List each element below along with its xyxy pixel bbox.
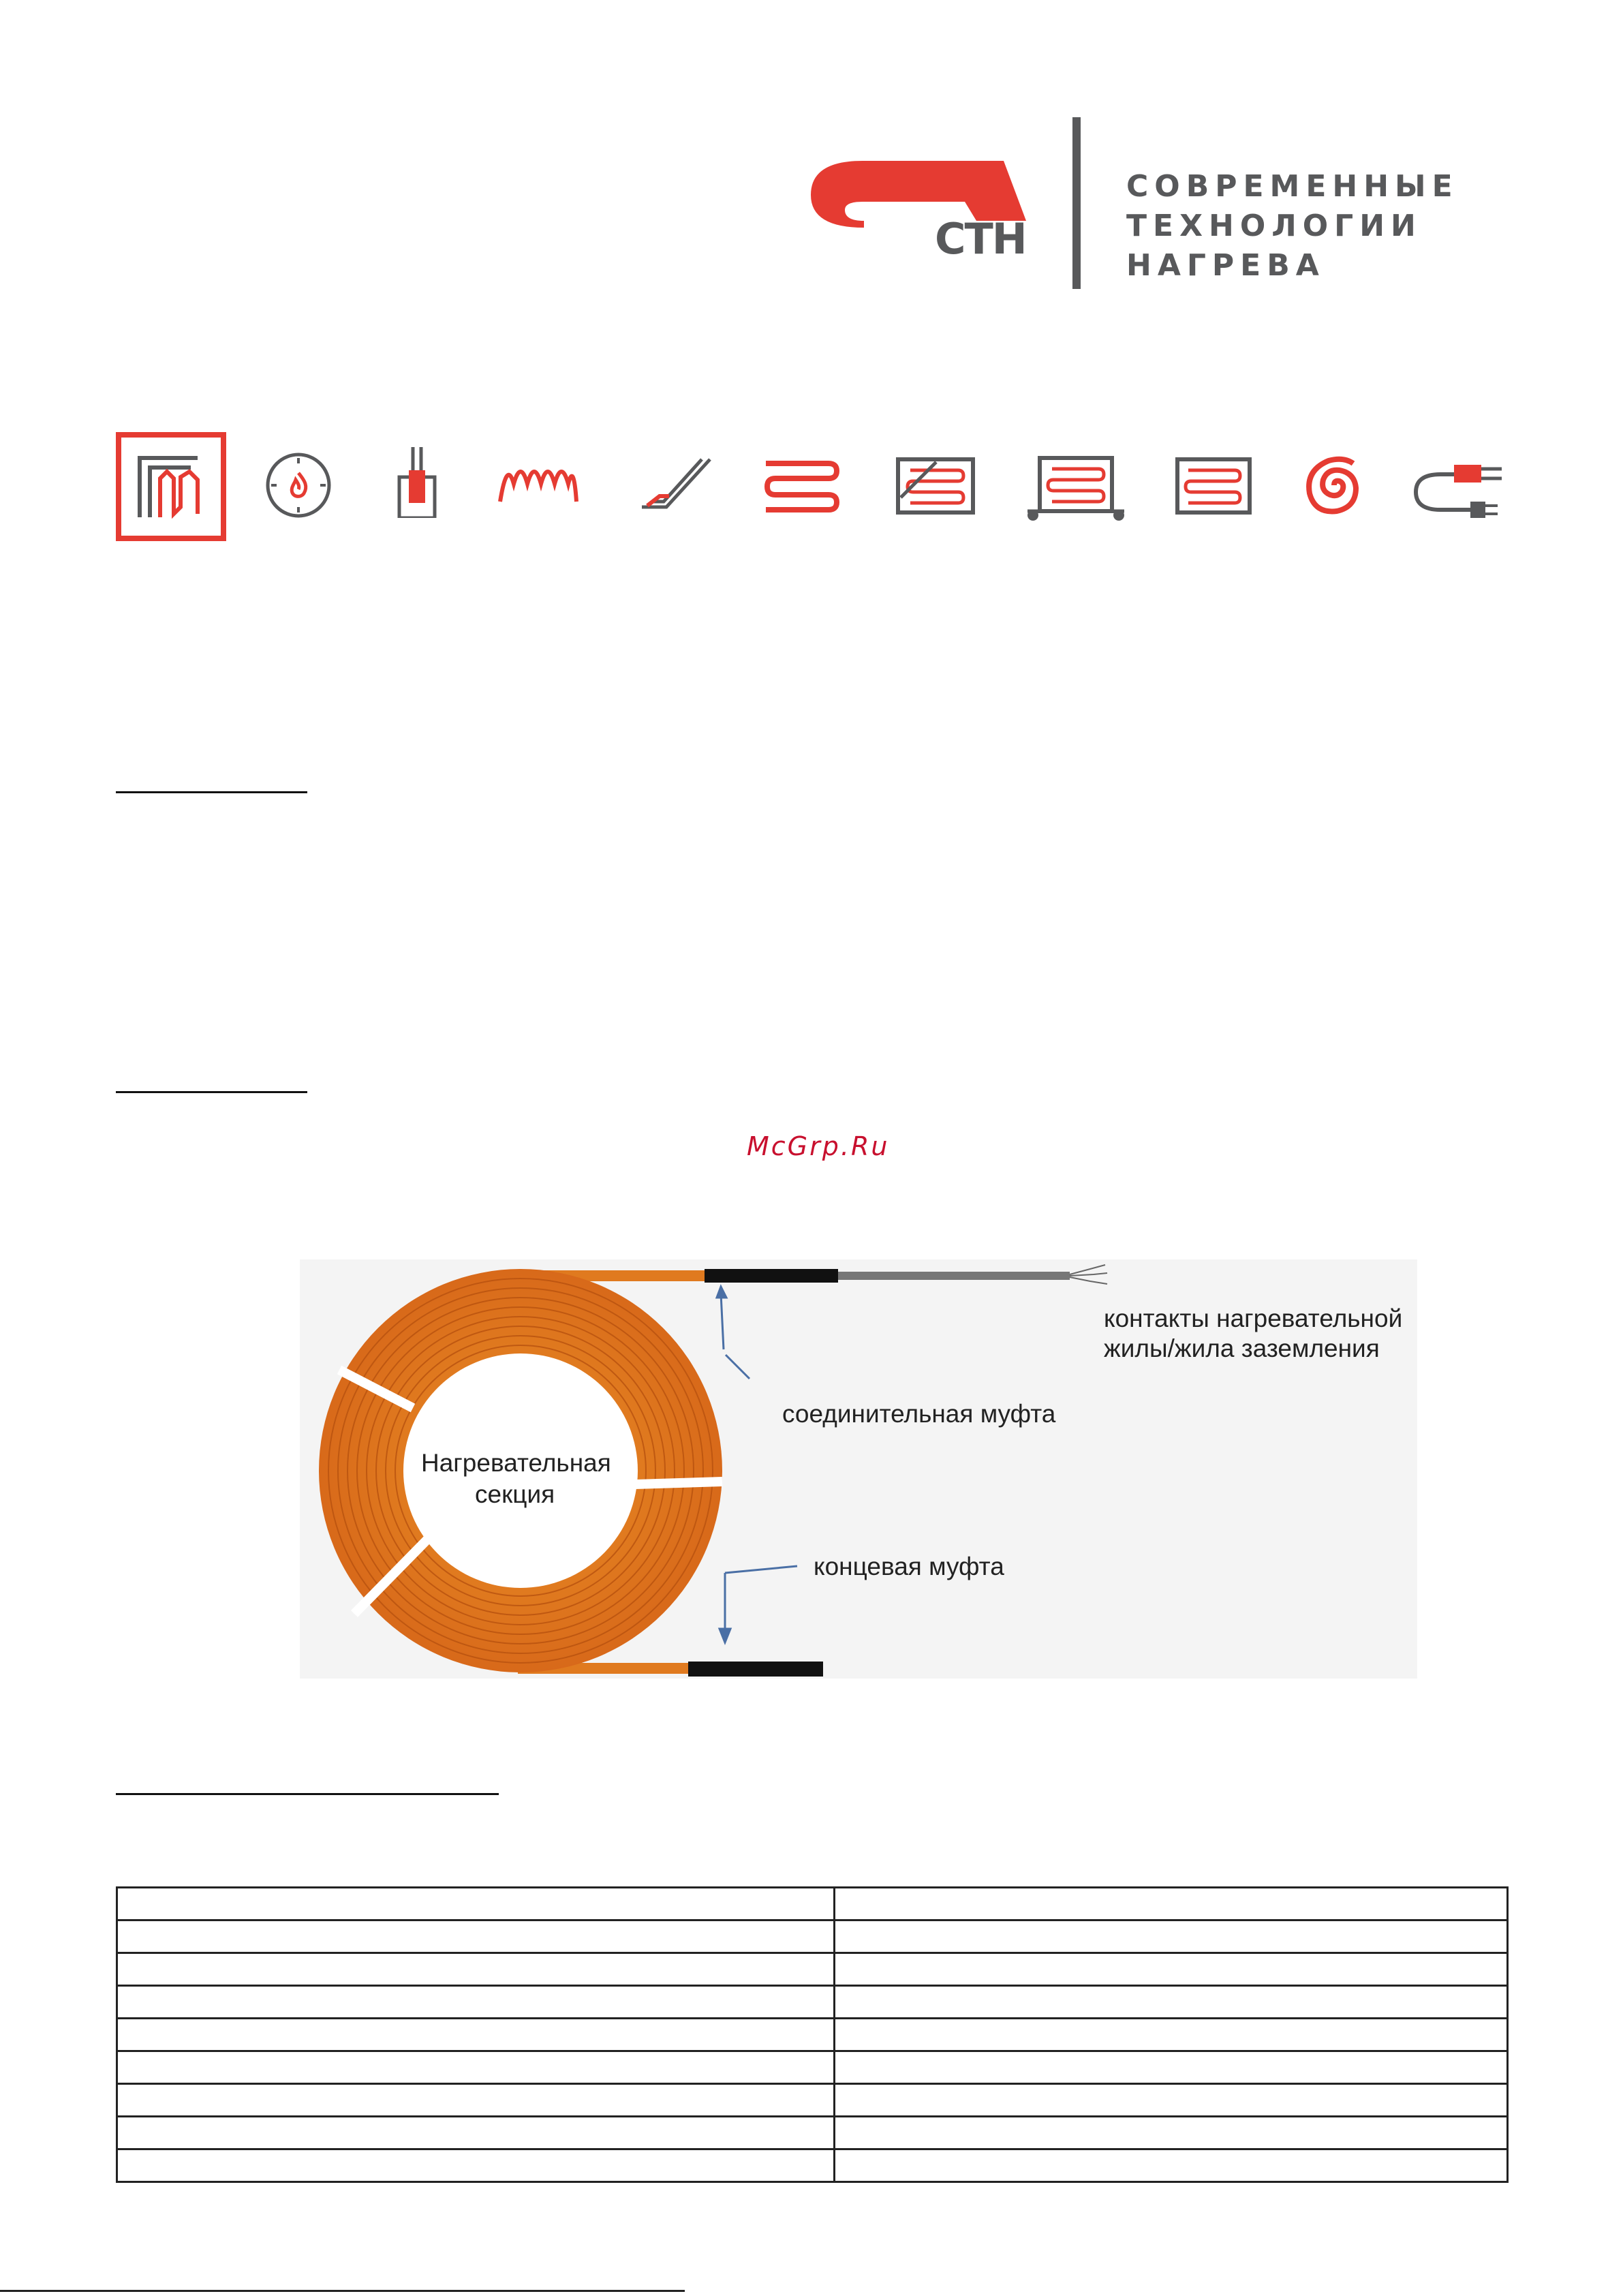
table-row	[117, 1888, 1508, 1920]
arrow-connecting	[721, 1294, 724, 1349]
table-cell	[835, 2051, 1508, 2084]
table-cell	[835, 2084, 1508, 2117]
label-contacts-line-2: жилы/жила заземления	[1104, 1334, 1380, 1362]
table-cell	[835, 2019, 1508, 2051]
table-row	[117, 2019, 1508, 2051]
label-contacts-line-1: контакты нагревательной	[1104, 1304, 1403, 1332]
center-label-line-2: секция	[475, 1480, 555, 1508]
footnote-separator	[0, 2290, 685, 2292]
spiral-cable-icon	[1303, 453, 1365, 518]
crossed-frame-heating-icon	[895, 457, 976, 515]
end-coupling	[688, 1662, 823, 1677]
pipe-heating-icon	[116, 432, 226, 541]
heating-section-diagram	[300, 1259, 1417, 1679]
table-cell	[835, 2149, 1508, 2182]
table-cell	[117, 1920, 835, 1953]
table-cell	[835, 1986, 1508, 2019]
table-cell	[117, 2149, 835, 2182]
table-cell	[835, 1888, 1508, 1920]
logo-divider	[1072, 117, 1081, 289]
table-cell	[117, 1986, 835, 2019]
wave-cable-icon	[497, 463, 579, 504]
table-row	[117, 1920, 1508, 1953]
table-cell	[117, 1888, 835, 1920]
watermark-text: McGrp.Ru	[747, 1131, 890, 1161]
table-heading-underline	[116, 1793, 499, 1795]
floor-heating-serpentine-icon	[763, 459, 841, 514]
connecting-coupling	[705, 1269, 838, 1283]
label-connecting-coupling: соединительная муфта	[782, 1400, 1056, 1428]
table-row	[117, 2084, 1508, 2117]
brand-name-line-1: СОВРЕМЕННЫЕ	[1126, 169, 1459, 204]
table-row	[117, 1986, 1508, 2019]
thermostat-dial-icon	[263, 450, 334, 521]
table-row	[117, 2149, 1508, 2182]
table-cell	[117, 1953, 835, 1986]
flat-cable-icon	[639, 457, 714, 511]
table-cell	[117, 2084, 835, 2117]
table-cell	[835, 2117, 1508, 2149]
table-row	[117, 1953, 1508, 1986]
heading-underline-1	[116, 791, 307, 793]
table-row	[117, 2117, 1508, 2149]
logo-mark-text: СТН	[935, 214, 1026, 264]
brand-name-line-3: НАГРЕВА	[1126, 248, 1325, 283]
wheeled-heating-mat-icon	[1025, 455, 1127, 523]
heating-cable-cross-section-icon	[395, 443, 439, 518]
framed-heating-mat-icon	[1175, 457, 1252, 515]
cold-lead	[838, 1272, 1070, 1280]
table-cell	[117, 2117, 835, 2149]
table-cell	[117, 2051, 835, 2084]
table-cell	[835, 1953, 1508, 1986]
heading-underline-2	[116, 1091, 307, 1093]
table-row	[117, 2051, 1508, 2084]
center-label-line-1: Нагревательная	[421, 1449, 611, 1477]
label-end-coupling: концевая муфта	[814, 1552, 1004, 1580]
table-cell	[117, 2019, 835, 2051]
spec-table	[116, 1886, 1509, 2183]
table-cell	[835, 1920, 1508, 1953]
brand-name-line-2: ТЕХНОЛОГИИ	[1126, 209, 1422, 243]
plug-connector-icon	[1413, 458, 1509, 519]
